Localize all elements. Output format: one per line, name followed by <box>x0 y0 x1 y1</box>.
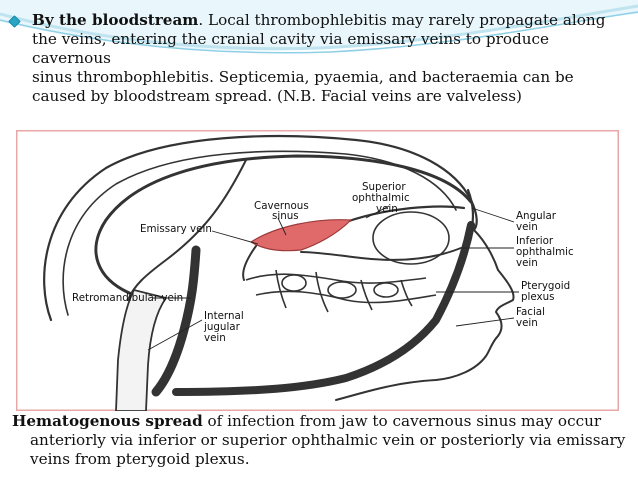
label-pterygoid-line-1: Pterygoid <box>521 280 571 292</box>
label-inferior-line-2: ophthalmic <box>516 246 574 258</box>
label-cavernous-line-1: Cavernous <box>254 200 309 212</box>
label-superior-line-1: Superior <box>362 181 406 193</box>
bullet-line-3: sinus thrombophlebitis. Septicemia, pyaemia, and bacteraemia can be <box>32 68 574 86</box>
caption-line-2: anteriorly via inferior or superior ophthalmic vein or posteriorly via emissary <box>30 431 626 449</box>
label-internal-jugular-line-1: Internal <box>204 310 244 322</box>
label-inferior-line-1: Inferior <box>516 235 554 247</box>
label-inferior-line-3: vein <box>516 257 538 269</box>
label-facial-line-2: vein <box>516 317 538 329</box>
bullet-bold-lead: By the bloodstream <box>32 11 199 29</box>
label-pterygoid-line-2: plexus <box>521 291 555 303</box>
label-superior-line-2: ophthalmic <box>352 192 410 204</box>
label-angular-line-1: Angular <box>516 210 557 222</box>
label-superior-line-3: vein <box>376 203 398 215</box>
label-emissary: Emissary vein <box>140 223 212 235</box>
caption-line-3: veins from pterygoid plexus. <box>30 450 250 468</box>
bullet-line-4: caused by bloodstream spread. (N.B. Facial veins are valveless) <box>32 87 522 105</box>
label-facial-line-1: Facial <box>516 306 545 318</box>
label-retromandibular: Retromandibular vein <box>72 292 184 304</box>
caption-bold-lead: Hematogenous spread <box>12 412 203 430</box>
bloodstream-bullet <box>10 11 625 106</box>
label-internal-jugular-line-2: jugular <box>204 321 240 333</box>
label-internal-jugular-line-3: vein <box>204 332 226 344</box>
venous-drainage-diagram <box>16 130 619 411</box>
hematogenous-caption <box>12 412 627 469</box>
label-cavernous-line-2: sinus <box>272 210 299 222</box>
figure-border <box>17 131 619 411</box>
caption-line-1: of infection from jaw to cavernous sinus may occur <box>202 412 602 430</box>
bullet-line-2: the veins, entering the cranial cavity via emissary veins to produce cavernous <box>32 30 549 67</box>
bullet-marker-icon <box>8 15 21 28</box>
label-angular-line-2: vein <box>516 221 538 233</box>
bullet-line-1: . Local thrombophlebitis may rarely propagate along <box>198 11 606 29</box>
